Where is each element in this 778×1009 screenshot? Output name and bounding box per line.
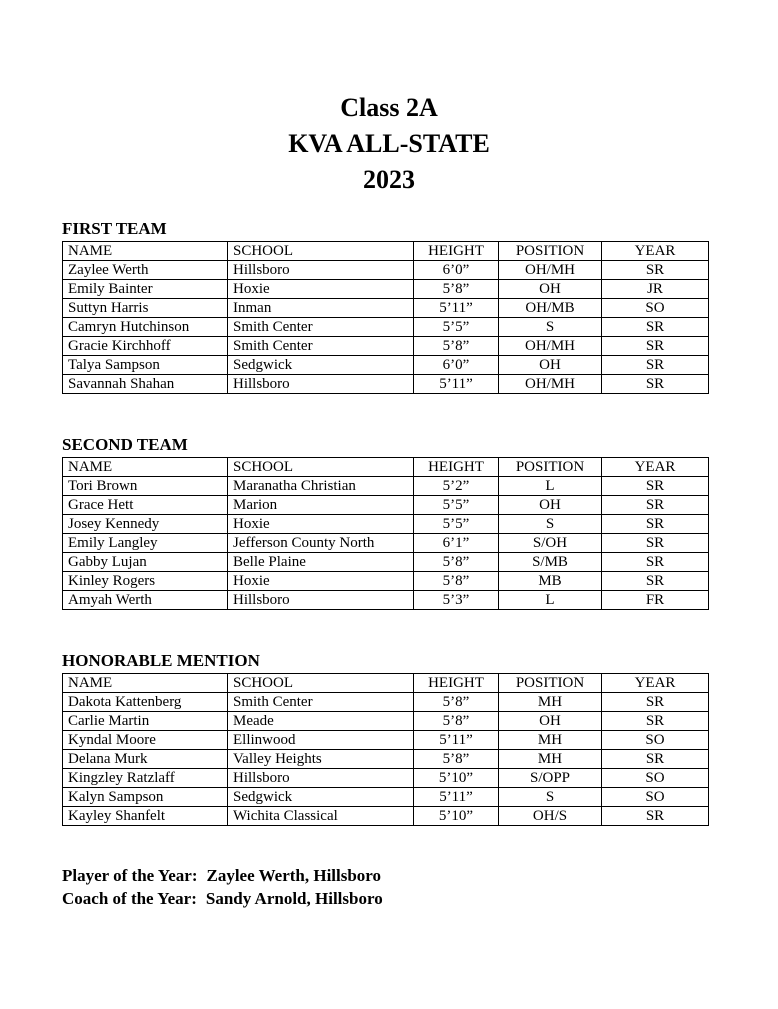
table-row — [63, 712, 709, 731]
table-row — [63, 280, 709, 299]
school-cell: Inman — [228, 299, 414, 318]
year-cell: SR — [602, 750, 709, 769]
height-cell: 5’8” — [414, 712, 499, 731]
height-cell: 5’8” — [414, 337, 499, 356]
position-cell: OH — [499, 280, 602, 299]
school-cell: Smith Center — [228, 337, 414, 356]
table-row — [63, 693, 709, 712]
height-cell: 5’8” — [414, 572, 499, 591]
column-header-name: NAME — [63, 458, 228, 477]
school-cell: Smith Center — [228, 693, 414, 712]
year-cell: SR — [602, 261, 709, 280]
position-cell: L — [499, 591, 602, 610]
height-cell: 5’8” — [414, 280, 499, 299]
column-header-year: YEAR — [602, 242, 709, 261]
position-cell: MH — [499, 731, 602, 750]
awards-block — [62, 864, 708, 910]
position-cell: L — [499, 477, 602, 496]
year-cell: SO — [602, 788, 709, 807]
height-cell: 5’5” — [414, 515, 499, 534]
school-cell: Jefferson County North — [228, 534, 414, 553]
year-cell: SR — [602, 515, 709, 534]
table-row — [63, 572, 709, 591]
height-cell: 6’1” — [414, 534, 499, 553]
year-cell: SR — [602, 477, 709, 496]
roster-table — [62, 457, 709, 610]
column-header-name: NAME — [63, 242, 228, 261]
year-cell: SR — [602, 534, 709, 553]
school-cell: Sedgwick — [228, 356, 414, 375]
roster-table — [62, 673, 709, 826]
position-cell: S/OPP — [499, 769, 602, 788]
position-cell: MH — [499, 693, 602, 712]
table-row — [63, 750, 709, 769]
height-cell: 5’5” — [414, 318, 499, 337]
school-cell: Hillsboro — [228, 261, 414, 280]
player-of-year-line — [62, 864, 708, 887]
name-cell: Josey Kennedy — [63, 515, 228, 534]
title-line-year: 2023 — [363, 165, 415, 194]
name-cell: Camryn Hutchinson — [63, 318, 228, 337]
table-row — [63, 769, 709, 788]
year-cell: SO — [602, 769, 709, 788]
title-line-event: KVA ALL-STATE — [288, 129, 490, 158]
column-header-height: HEIGHT — [414, 458, 499, 477]
year-cell: FR — [602, 591, 709, 610]
name-cell: Gabby Lujan — [63, 553, 228, 572]
column-header-school: SCHOOL — [228, 242, 414, 261]
school-cell: Sedgwick — [228, 788, 414, 807]
height-cell: 5’11” — [414, 375, 499, 394]
table-row — [63, 375, 709, 394]
table-row — [63, 299, 709, 318]
name-cell: Carlie Martin — [63, 712, 228, 731]
name-cell: Suttyn Harris — [63, 299, 228, 318]
table-row — [63, 515, 709, 534]
height-cell: 5’11” — [414, 731, 499, 750]
section-heading: SECOND TEAM — [62, 435, 188, 454]
coach-of-year-line — [62, 887, 708, 910]
coach-of-year-label: Coach of the Year: — [62, 889, 197, 908]
school-cell: Maranatha Christian — [228, 477, 414, 496]
height-cell: 5’11” — [414, 299, 499, 318]
year-cell: SR — [602, 572, 709, 591]
school-cell: Valley Heights — [228, 750, 414, 769]
name-cell: Tori Brown — [63, 477, 228, 496]
height-cell: 5’3” — [414, 591, 499, 610]
year-cell: SR — [602, 496, 709, 515]
year-cell: SR — [602, 712, 709, 731]
name-cell: Emily Langley — [63, 534, 228, 553]
table-row — [63, 553, 709, 572]
height-cell: 5’10” — [414, 807, 499, 826]
name-cell: Grace Hett — [63, 496, 228, 515]
year-cell: JR — [602, 280, 709, 299]
height-cell: 5’2” — [414, 477, 499, 496]
name-cell: Kayley Shanfelt — [63, 807, 228, 826]
table-row — [63, 261, 709, 280]
column-header-position: POSITION — [499, 458, 602, 477]
name-cell: Delana Murk — [63, 750, 228, 769]
position-cell: S/MB — [499, 553, 602, 572]
position-cell: OH/MB — [499, 299, 602, 318]
table-row — [63, 337, 709, 356]
name-cell: Kyndal Moore — [63, 731, 228, 750]
school-cell: Wichita Classical — [228, 807, 414, 826]
table-row — [63, 788, 709, 807]
name-cell: Savannah Shahan — [63, 375, 228, 394]
player-of-year-label: Player of the Year: — [62, 866, 198, 885]
team-section — [62, 652, 708, 826]
school-cell: Meade — [228, 712, 414, 731]
roster-table — [62, 241, 709, 394]
column-header-height: HEIGHT — [414, 242, 499, 261]
header-row — [63, 458, 709, 477]
year-cell: SR — [602, 693, 709, 712]
table-row — [63, 496, 709, 515]
document-content — [62, 220, 708, 910]
column-header-name: NAME — [63, 674, 228, 693]
year-cell: SR — [602, 356, 709, 375]
school-cell: Hoxie — [228, 515, 414, 534]
school-cell: Hillsboro — [228, 375, 414, 394]
position-cell: OH — [499, 496, 602, 515]
name-cell: Talya Sampson — [63, 356, 228, 375]
year-cell: SR — [602, 807, 709, 826]
position-cell: OH — [499, 356, 602, 375]
school-cell: Hoxie — [228, 280, 414, 299]
height-cell: 5’8” — [414, 693, 499, 712]
table-row — [63, 477, 709, 496]
column-header-year: YEAR — [602, 458, 709, 477]
school-cell: Marion — [228, 496, 414, 515]
column-header-year: YEAR — [602, 674, 709, 693]
school-cell: Hillsboro — [228, 591, 414, 610]
school-cell: Hillsboro — [228, 769, 414, 788]
table-row — [63, 356, 709, 375]
height-cell: 5’8” — [414, 750, 499, 769]
name-cell: Kalyn Sampson — [63, 788, 228, 807]
school-cell: Hoxie — [228, 572, 414, 591]
year-cell: SO — [602, 299, 709, 318]
name-cell: Dakota Kattenberg — [63, 693, 228, 712]
position-cell: OH/S — [499, 807, 602, 826]
school-cell: Smith Center — [228, 318, 414, 337]
year-cell: SR — [602, 553, 709, 572]
section-heading: HONORABLE MENTION — [62, 651, 260, 670]
name-cell: Kingzley Ratzlaff — [63, 769, 228, 788]
name-cell: Zaylee Werth — [63, 261, 228, 280]
year-cell: SO — [602, 731, 709, 750]
position-cell: OH — [499, 712, 602, 731]
title-line-class: Class 2A — [340, 93, 438, 122]
height-cell: 5’8” — [414, 553, 499, 572]
team-sections-container — [62, 220, 708, 826]
table-row — [63, 534, 709, 553]
column-header-school: SCHOOL — [228, 674, 414, 693]
school-cell: Belle Plaine — [228, 553, 414, 572]
position-cell: OH/MH — [499, 261, 602, 280]
column-header-school: SCHOOL — [228, 458, 414, 477]
table-row — [63, 807, 709, 826]
position-cell: OH/MH — [499, 375, 602, 394]
school-cell: Ellinwood — [228, 731, 414, 750]
player-of-year-value: Zaylee Werth, Hillsboro — [206, 866, 382, 885]
position-cell: S/OH — [499, 534, 602, 553]
team-section — [62, 220, 708, 394]
table-row — [63, 591, 709, 610]
team-section — [62, 436, 708, 610]
height-cell: 6’0” — [414, 356, 499, 375]
height-cell: 5’5” — [414, 496, 499, 515]
column-header-position: POSITION — [499, 674, 602, 693]
header-row — [63, 674, 709, 693]
name-cell: Amyah Werth — [63, 591, 228, 610]
year-cell: SR — [602, 375, 709, 394]
table-row — [63, 318, 709, 337]
name-cell: Kinley Rogers — [63, 572, 228, 591]
name-cell: Emily Bainter — [63, 280, 228, 299]
height-cell: 6’0” — [414, 261, 499, 280]
year-cell: SR — [602, 318, 709, 337]
year-cell: SR — [602, 337, 709, 356]
coach-of-year-value: Sandy Arnold, Hillsboro — [205, 889, 383, 908]
position-cell: MH — [499, 750, 602, 769]
name-cell: Gracie Kirchhoff — [63, 337, 228, 356]
column-header-position: POSITION — [499, 242, 602, 261]
position-cell: MB — [499, 572, 602, 591]
header-row — [63, 242, 709, 261]
column-header-height: HEIGHT — [414, 674, 499, 693]
height-cell: 5’11” — [414, 788, 499, 807]
position-cell: S — [499, 788, 602, 807]
document-title — [0, 0, 778, 198]
position-cell: S — [499, 515, 602, 534]
section-heading: FIRST TEAM — [62, 219, 167, 238]
height-cell: 5’10” — [414, 769, 499, 788]
position-cell: S — [499, 318, 602, 337]
position-cell: OH/MH — [499, 337, 602, 356]
table-row — [63, 731, 709, 750]
